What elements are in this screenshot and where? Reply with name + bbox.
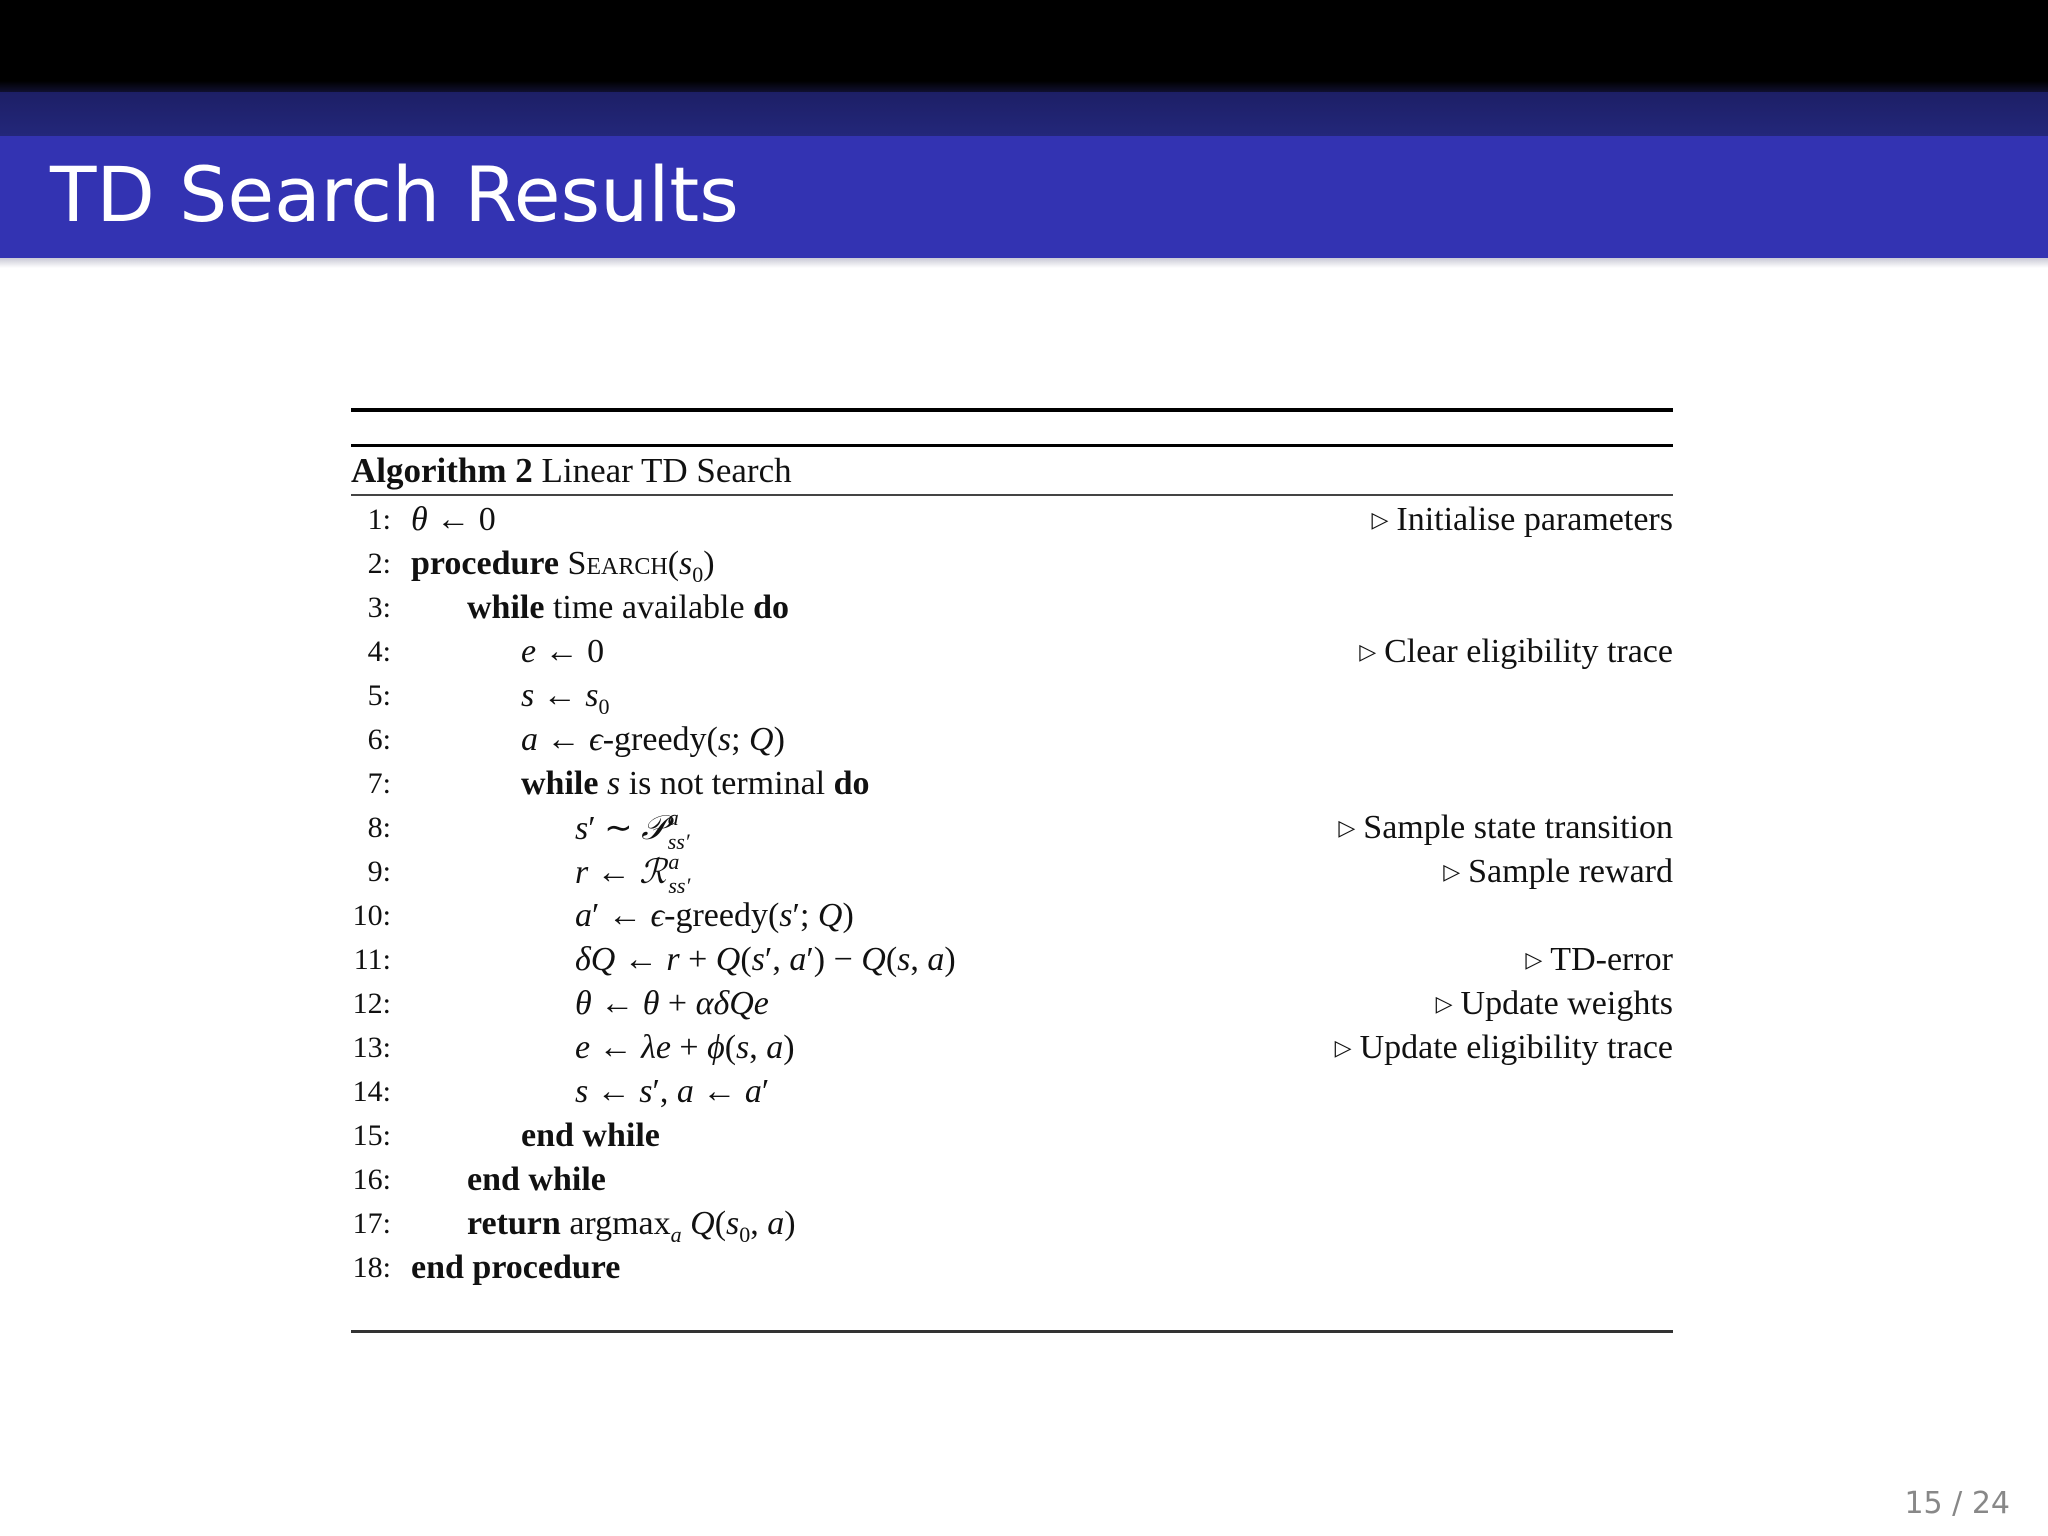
line-number: 17: xyxy=(352,1207,391,1240)
caption-bottom-rule xyxy=(351,494,1673,496)
line-comment xyxy=(1335,1026,1673,1073)
comment-triangle-icon: ▷ xyxy=(1359,639,1377,664)
line-number: 18: xyxy=(352,1251,391,1284)
line-code: while s is not terminal do xyxy=(521,765,870,802)
line-number: 8: xyxy=(367,811,391,844)
comment-text: Update eligibility trace xyxy=(1359,1029,1673,1066)
line-code: procedure $Search(s_0)$ xyxy=(411,545,715,587)
line-code: s ← s′, a ← a′ xyxy=(575,1073,770,1110)
condition-text: time available xyxy=(552,589,745,626)
algo-line-7 xyxy=(351,762,1673,806)
page-number: 15 / 24 xyxy=(1904,1486,2010,1521)
algo-line-18 xyxy=(351,1246,1673,1290)
bottom-rule xyxy=(351,1330,1673,1333)
title-bar-shadow xyxy=(0,258,2048,268)
line-number: 12: xyxy=(352,987,391,1020)
algo-line-17 xyxy=(351,1202,1673,1246)
line-number: 16: xyxy=(352,1163,391,1196)
algo-line-3 xyxy=(351,586,1673,630)
greedy-text: -greedy xyxy=(602,721,707,758)
algo-line-2 xyxy=(351,542,1673,586)
algo-line-10 xyxy=(351,894,1673,938)
line-code: e ← 0 xyxy=(521,633,605,670)
comment-text: Initialise parameters xyxy=(1396,501,1673,538)
algorithm-caption xyxy=(351,448,792,494)
algo-line-6 xyxy=(351,718,1673,762)
comment-triangle-icon: ▷ xyxy=(1371,507,1389,532)
line-comment xyxy=(1525,938,1673,985)
header-black-bar xyxy=(0,0,2048,92)
line-code: e ← λe + ϕ(s, a) xyxy=(575,1029,795,1066)
keyword-do: do xyxy=(753,589,790,626)
line-comment xyxy=(1338,806,1673,853)
algo-line-14 xyxy=(351,1070,1673,1114)
top-rule xyxy=(351,408,1673,412)
line-number: 10: xyxy=(352,899,391,932)
algo-line-5 xyxy=(351,674,1673,718)
line-number: 9: xyxy=(367,855,391,888)
algo-line-16 xyxy=(351,1158,1673,1202)
comment-text: Sample state transition xyxy=(1363,809,1673,846)
comment-triangle-icon: ▷ xyxy=(1443,859,1461,884)
comment-text: TD-error xyxy=(1550,941,1673,978)
line-comment xyxy=(1443,850,1673,897)
comment-text: Update weights xyxy=(1460,985,1673,1022)
algorithm-name: Linear TD Search xyxy=(541,451,792,490)
comment-text: Clear eligibility trace xyxy=(1384,633,1673,670)
algo-line-11 xyxy=(351,938,1673,982)
condition-text: is not terminal xyxy=(628,765,826,802)
line-number: 7: xyxy=(367,767,391,800)
algo-line-1 xyxy=(351,498,1673,542)
algo-line-4 xyxy=(351,630,1673,674)
algo-line-9 xyxy=(351,849,1673,898)
keyword-end-procedure: end procedure xyxy=(411,1249,621,1286)
line-code: δQ ← r + Q(s′, a′) − Q(s, a) xyxy=(575,941,956,978)
comment-triangle-icon: ▷ xyxy=(1435,991,1453,1016)
line-code xyxy=(467,586,789,630)
keyword-procedure: procedure xyxy=(411,545,559,582)
line-code: return argmax$_a$ $Q(s_0$, a) xyxy=(467,1205,796,1247)
line-number: 4: xyxy=(367,635,391,668)
line-number: 13: xyxy=(352,1031,391,1064)
slide-title: TD Search Results xyxy=(50,150,739,239)
caption-top-rule xyxy=(351,444,1673,447)
algo-line-8 xyxy=(351,805,1673,854)
keyword-while: while xyxy=(467,589,545,626)
algorithm-box xyxy=(351,408,1673,1338)
line-number: 15: xyxy=(352,1119,391,1152)
line-number: 2: xyxy=(367,547,391,580)
algo-line-13 xyxy=(351,1026,1673,1070)
procedure-name: Search xyxy=(567,545,668,582)
comment-triangle-icon: ▷ xyxy=(1334,1035,1352,1060)
comment-text: Sample reward xyxy=(1468,853,1673,890)
line-code: θ ← 0 xyxy=(411,501,496,538)
algo-line-12 xyxy=(351,982,1673,1026)
line-number: 3: xyxy=(367,591,391,624)
comment-triangle-icon: ▷ xyxy=(1338,815,1356,840)
line-comment xyxy=(1359,630,1673,677)
line-code: s ← $s_0$ xyxy=(521,677,610,719)
line-comment xyxy=(1371,498,1673,545)
algo-line-15 xyxy=(351,1114,1673,1158)
algorithm-label: Algorithm 2 xyxy=(351,451,533,490)
line-code: a ← ϵ-greedy(s; Q) xyxy=(521,721,785,758)
argmax-text: argmax xyxy=(569,1205,671,1242)
line-code: s′ ∼ 𝒫 a ss′ xyxy=(575,805,690,854)
line-number: 6: xyxy=(367,723,391,756)
comment-triangle-icon: ▷ xyxy=(1525,947,1543,972)
line-number: 1: xyxy=(367,503,391,536)
keyword-return: return xyxy=(467,1205,561,1242)
line-code: r ← ℛ a ss′ xyxy=(575,849,691,898)
line-number: 11: xyxy=(353,943,391,976)
keyword-do: do xyxy=(833,765,870,802)
line-number: 14: xyxy=(352,1075,391,1108)
keyword-end-while: end while xyxy=(521,1117,660,1154)
header-dark-band xyxy=(0,92,2048,136)
greedy-text: -greedy xyxy=(664,897,768,934)
keyword-while: while xyxy=(521,765,599,802)
line-code: a′ ← ϵ-greedy(s′; Q) xyxy=(575,897,854,934)
keyword-end-while: end while xyxy=(467,1161,606,1198)
line-code: θ ← θ + αδQe xyxy=(575,985,769,1022)
line-comment xyxy=(1436,982,1673,1029)
line-number: 5: xyxy=(367,679,391,712)
